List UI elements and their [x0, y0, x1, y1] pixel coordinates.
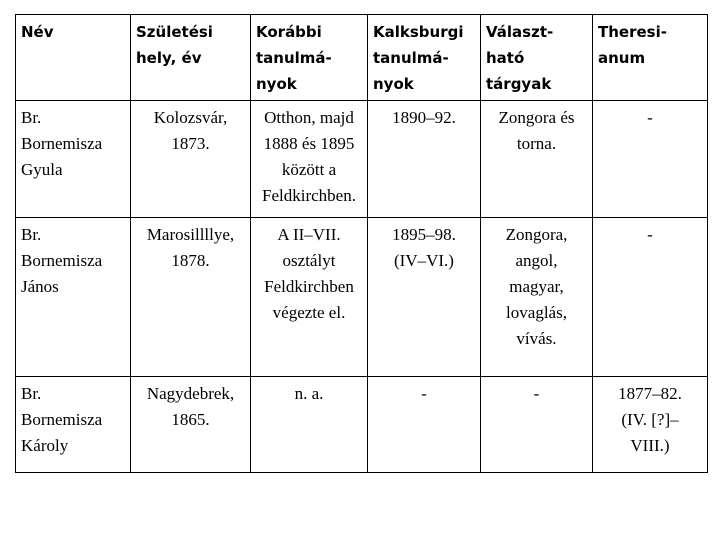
cell-elective-subjects: Zongora és torna. — [481, 101, 593, 218]
header-previous-studies: Korábbi tanulmá- nyok — [251, 15, 368, 101]
cell-name: Br. Bornemisza Gyula — [16, 101, 131, 218]
cell-kalksburg-studies: - — [368, 377, 481, 473]
cell-birth: Marosillllye, 1878. — [131, 218, 251, 377]
header-kalksburg-studies: Kalksburgi tanulmá- nyok — [368, 15, 481, 101]
cell-birth: Kolozsvár, 1873. — [131, 101, 251, 218]
cell-birth: Nagydebrek, 1865. — [131, 377, 251, 473]
table-row — [16, 377, 708, 473]
students-table — [15, 14, 708, 473]
cell-kalksburg-studies: 1895–98. (IV–VI.) — [368, 218, 481, 377]
table-row — [16, 101, 708, 218]
cell-elective-subjects: - — [481, 377, 593, 473]
header-birth: Születési hely, év — [131, 15, 251, 101]
cell-theresianum: - — [593, 218, 708, 377]
cell-previous-studies: Otthon, majd 1888 és 1895 között a Feldkirchben. — [251, 101, 368, 218]
cell-theresianum: 1877–82. (IV. [?]– VIII.) — [593, 377, 708, 473]
cell-previous-studies: n. a. — [251, 377, 368, 473]
header-elective-subjects: Választ-ható tárgyak — [481, 15, 593, 101]
cell-elective-subjects: Zongora, angol, magyar, lovaglás, vívás. — [481, 218, 593, 377]
header-name: Név — [16, 15, 131, 101]
header-row — [16, 15, 708, 101]
cell-previous-studies: A II–VII. osztályt Feldkirchben végezte el. — [251, 218, 368, 377]
cell-name: Br. Bornemisza Károly — [16, 377, 131, 473]
cell-theresianum: - — [593, 101, 708, 218]
cell-kalksburg-studies: 1890–92. — [368, 101, 481, 218]
cell-name: Br. Bornemisza János — [16, 218, 131, 377]
table-row — [16, 218, 708, 377]
header-theresianum: Theresi- anum — [593, 15, 708, 101]
